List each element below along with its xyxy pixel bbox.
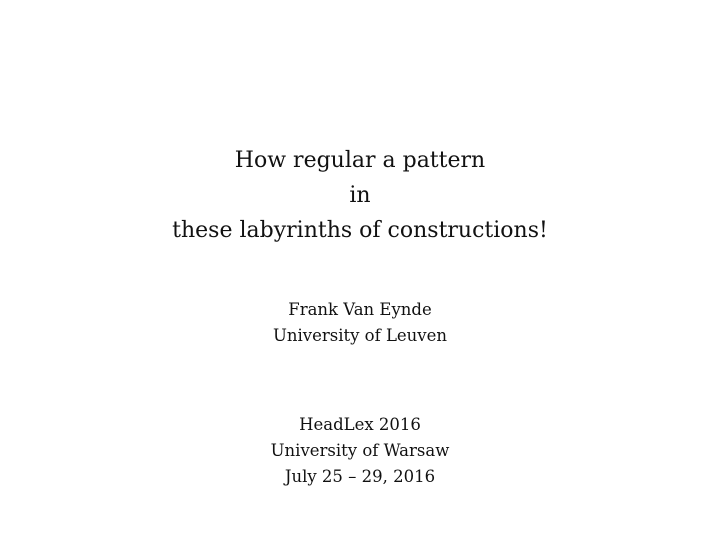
author-block	[0, 297, 720, 349]
author-affiliation: University of Leuven	[272, 326, 448, 345]
event-block	[0, 412, 720, 490]
title-line-1: How regular a pattern	[234, 148, 486, 173]
title-line-3: these labyrinths of constructions!	[172, 218, 548, 243]
slide-title	[0, 143, 720, 248]
event-dates: July 25 – 29, 2016	[284, 467, 436, 486]
author-name: Frank Van Eynde	[288, 300, 432, 319]
event-venue: University of Warsaw	[270, 441, 450, 460]
title-line-2: in	[349, 183, 371, 208]
event-name: HeadLex 2016	[299, 415, 421, 434]
